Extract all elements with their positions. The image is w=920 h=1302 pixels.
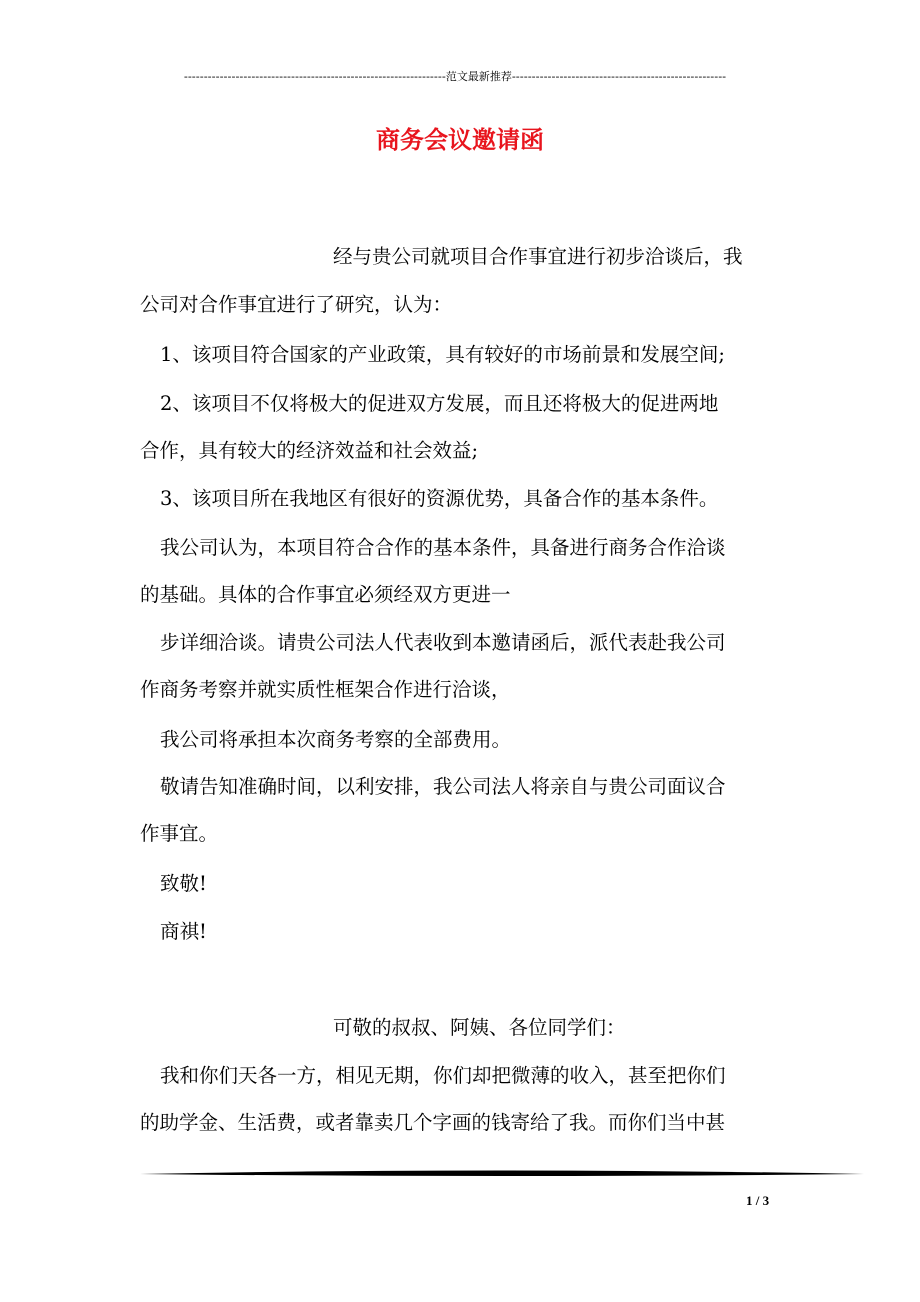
body-line: 3、该项目所在我地区有很好的资源优势，具备合作的基本条件。 bbox=[160, 487, 719, 510]
body-line: 1、该项目符合国家的产业政策，具有较好的市场前景和发展空间; bbox=[160, 343, 725, 366]
body-line: 2、该项目不仅将极大的促进双方发展，而且还将极大的促进两地 bbox=[160, 392, 719, 415]
body-line: 敬请告知准确时间，以利安排，我公司法人将亲自与贵公司面议合 bbox=[160, 775, 726, 798]
body-line: 我公司认为，本项目符合合作的基本条件，具备进行商务合作洽谈 bbox=[160, 536, 726, 559]
body-line: 的助学金、生活费，或者靠卖几个字画的钱寄给了我。而你们当中甚 bbox=[140, 1111, 726, 1134]
body-line: 作事宜。 bbox=[140, 822, 219, 845]
body-line: 作商务考察并就实质性框架合作进行洽谈， bbox=[140, 678, 511, 701]
body-line: 合作，具有较大的经济效益和社会效益; bbox=[140, 439, 479, 462]
body-line: 公司对合作事宜进行了研究，认为： bbox=[140, 293, 453, 316]
footer-rule bbox=[140, 1170, 864, 1177]
document-title: 商务会议邀请函 bbox=[376, 125, 544, 154]
page-number: 1 / 3 bbox=[746, 1193, 770, 1208]
body-line: 商祺! bbox=[160, 920, 207, 943]
body-line: 可敬的叔叔、阿姨、各位同学们： bbox=[333, 1016, 626, 1039]
body-line: 致敬! bbox=[160, 872, 207, 895]
body-line: 我公司将承担本次商务考察的全部费用。 bbox=[160, 728, 512, 751]
body-line: 经与贵公司就项目合作事宜进行初步洽谈后，我 bbox=[333, 245, 743, 268]
body-line: 的基础。具体的合作事宜必须经双方更进一 bbox=[140, 583, 511, 606]
page-header: ------------------------------------------------------------------范文最新推荐------------------------------------------------------ bbox=[183, 70, 727, 83]
body-line: 我和你们天各一方，相见无期，你们却把微薄的收入，甚至把你们 bbox=[160, 1064, 726, 1087]
body-line: 步详细洽谈。请贵公司法人代表收到本邀请函后，派代表赴我公司 bbox=[160, 631, 726, 654]
